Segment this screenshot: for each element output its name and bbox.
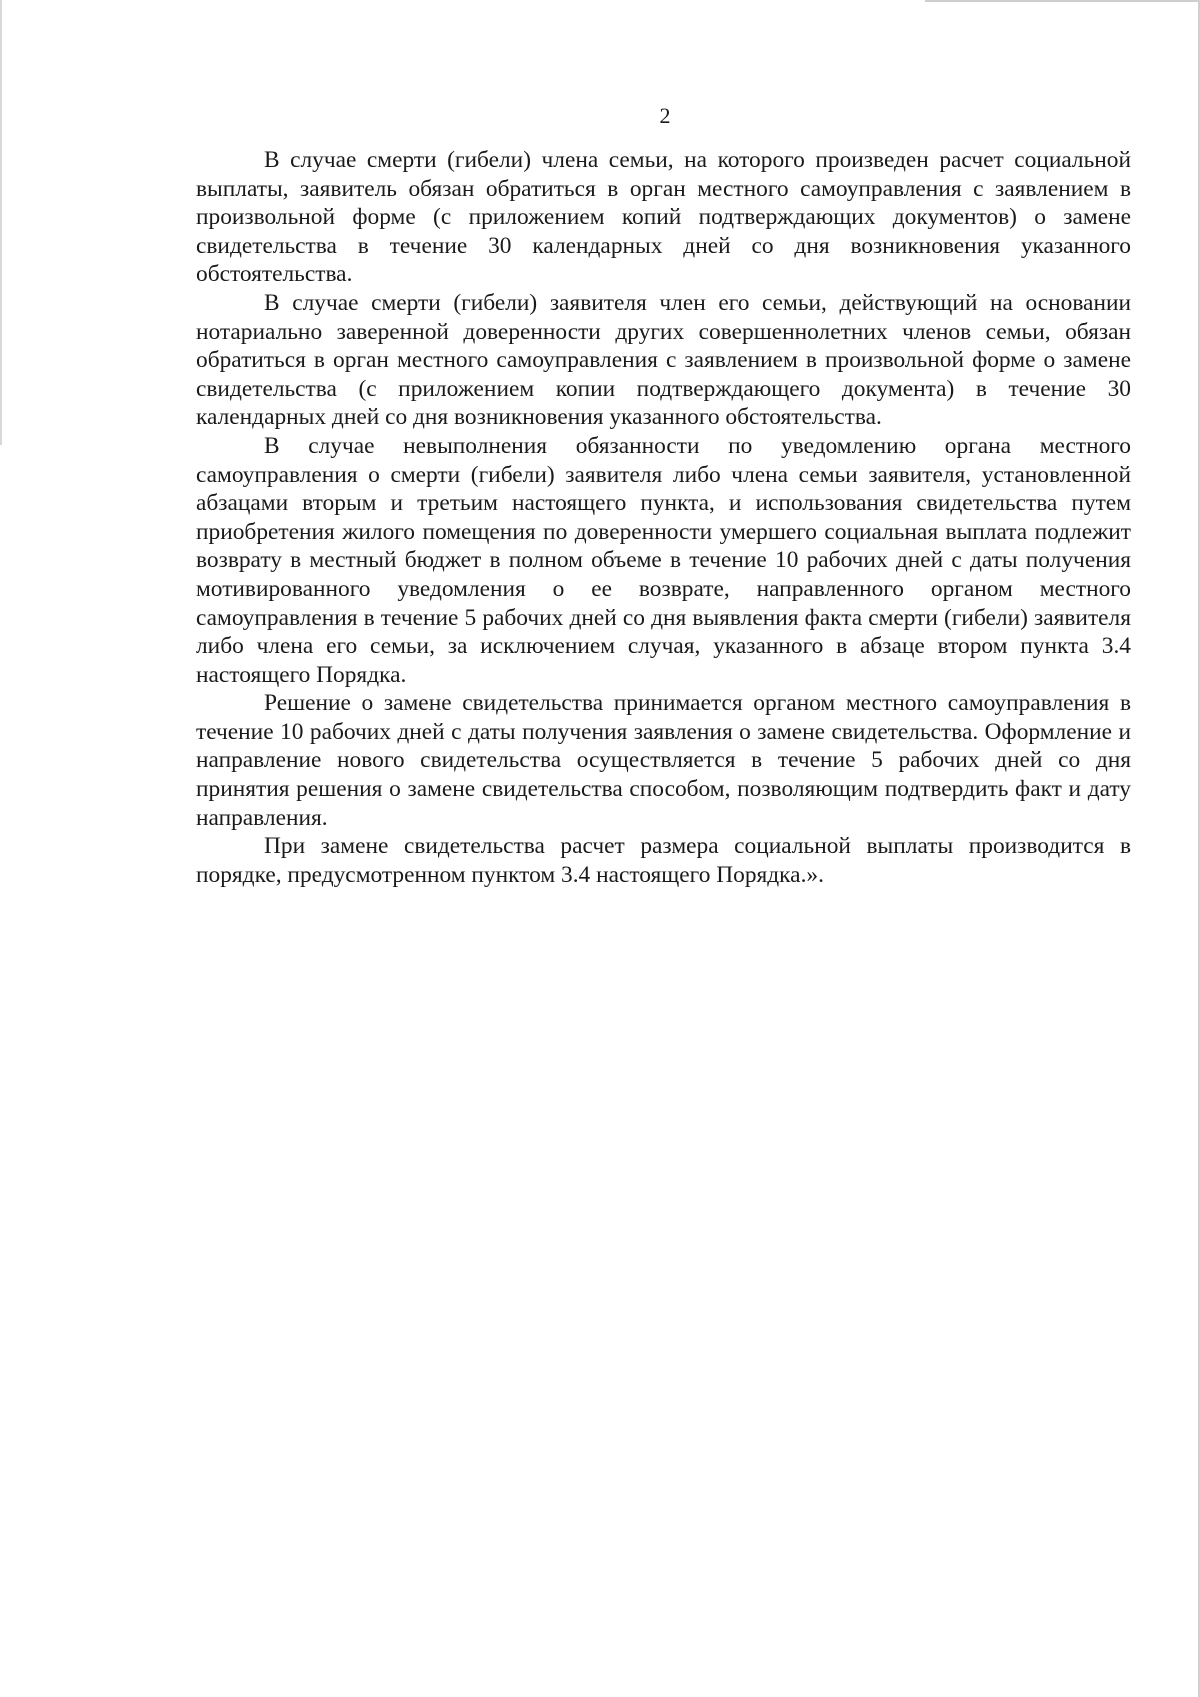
paragraph-1: В случае смерти (гибели) члена семьи, на которого произведен расчет социальной выплаты, заявитель обязан обратиться в орган местного самоуправления с заявлением в произвольной форме (с приложением копий подтверждающих документов) о замене свидетельства в течение 30 календарных дней со дня возникновения указанного обстоятельства.	[196, 147, 1131, 288]
paragraph-4: Решение о замене свидетельства принимается органом местного самоуправления в течение 10 рабочих дней с даты получения заявления о замене свидетельства. Оформление и направление нового свидетельства осуществляется в течение 5 рабочих дней со дня принятия решения о замене свидетельства способом, позволяющим подтвердить факт и дату направления.	[196, 690, 1131, 831]
paragraph-5: При замене свидетельства расчет размера социальной выплаты производится в порядке, предусмотренном пунктом 3.4 настоящего Порядка.».	[196, 833, 1131, 888]
page-number: 2	[659, 103, 671, 128]
scan-edge-top	[925, 0, 1200, 2]
paragraph-3: В случае невыполнения обязанности по уведомлению органа местного самоуправления о смерти (гибели) заявителя либо члена семьи заявителя, установленной абзацами вторым и третьим настоящего пункта, и использования свидетельства путем приобретения жилого помещения по доверенности умершего социальная выплата подлежит возврату в местный бюджет в полном объеме в течение 10 рабочих дней с даты получения мотивированного уведомления о ее возврате, направленного органом местного самоуправления в течение 5 рабочих дней со дня выявления факта смерти (гибели) заявителя либо члена его семьи, за исключением случая, указанного в абзаце втором пункта 3.4 настоящего Порядка.	[196, 432, 1131, 688]
scan-edge-left	[0, 0, 2, 445]
paragraph-2: В случае смерти (гибели) заявителя член его семьи, действующий на основании нотариально заверенной доверенности других совершеннолетних членов семьи, обязан обратиться в орган местного самоуправления с заявлением в произвольной форме о замене свидетельства (с приложением копии подтверждающего документа) в течение 30 календарных дней со дня возникновения указанного обстоятельства.	[196, 289, 1131, 431]
document-body	[196, 146, 1131, 889]
